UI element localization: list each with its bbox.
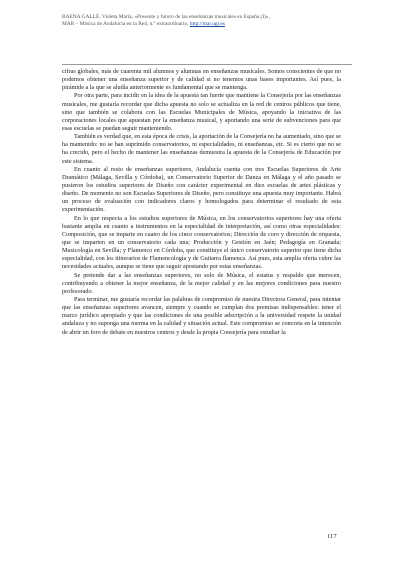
paragraph: También es verdad que, en esta época de crisis, la aportación de la Consejería no ha aumentado, sino que se ha mantenido: no se han suprimido conservatorios, ni especialidades, ni enseñanzas, etc. Si es cierto que no se ha crecido, pero el hecho de mantener las enseñanzas demuestra la apuesta de la Consejería de Educación por este sistema.: [62, 133, 341, 165]
paragraph: Por otra parte, para incidir en la idea de la apuesta tan fuerte que mantiene la Consejería por las enseñanzas musicales, me gustaría recordar que dicha apuesta no solo se actualiza en la red de centros públicos que tiene, sino que también se colabora con las Escuelas Municipales de Música, apoyando la iniciativa de las corporaciones locales que apuestan por la enseñanza musical, y aportando una serie de subvenciones para que esas escuelas se puedan seguir manteniendo.: [62, 92, 341, 132]
paragraph: En lo que respecta a los estudios superiores de Música, en los conservatorios superiores hay una oferta bastante amplia en cuanto a instrumentos en la especialidad de interpretación, así como otras especialidades: Composición, que se imparte en cuatro de los cinco conservatorios; Dirección de coro y dirección de orquesta, que se imparten en un conservatorio cada una; Producción y Gestión en Jaén; Pedagogía en Granada; Musicología en Sevilla; y Flamenco en Córdoba, que constituye el único conservatorio superior que tiene dicha especialidad, con los itinerarios de Flamencología y de Guitarra flamenca. Así pues, esta amplia oferta cubre las necesidades actuales, aunque se tiene que seguir apostando por estas enseñanzas.: [62, 214, 341, 271]
header-divider: [62, 64, 352, 65]
header-journal: MAR – Música de Andalucía en la Red, n.º extraordinario,: [62, 21, 189, 27]
paragraph: En cuanto al resto de enseñanzas superiores, Andalucía cuenta con tres Escuelas Superiores de Arte Dramático (Málaga, Sevilla y Córdoba), un Conservatorio Superior de Danza en Málaga y el año pasado se pusieron los estudios superiores de Diseño con carácter experimental en diez escuelas de artes plásticas y diseño. De momento no son Escuelas Superiores de Diseño, pero constituye una apuesta muy importante. Habrá un proceso de evaluación con indicadores claros y homologados para determinar el resultado de esta experimentación.: [62, 165, 341, 214]
running-header: [62, 14, 362, 28]
paragraph: Para terminar, me gustaría recordar las palabras de compromiso de nuestra Directora General, para intentar que las enseñanzas superiores avancen, siempre y cuando se cumplan dos premisas indispensables: tener el marco jurídico apropiado y que las condiciones de una posible adscripción a la universidad respete la unidad andaluza y no suponga una merma en la calidad y situación actual. Este compromiso se concreta en la intención de abrir un foro de debate en nuestros centros y desde la propia Consejería para estudiar la: [62, 295, 341, 336]
header-journal-line: [62, 21, 362, 28]
header-citation: BAENA GALLÉ, Violeta María, «Presente y futuro de las enseñanzas musicales en España (I)»,: [62, 14, 270, 20]
paragraph: cifras globales, más de cuarenta mil alumnos y alumnas en enseñanzas musicales. Somos conscientes de que no podemos obtener una enseñanza superior y de calidad si no tenemos unas bases importantes. Así pues, la pirámide a la que se aludía anteriormente es fundamental que se mantenga.: [62, 68, 341, 92]
article-body: [62, 68, 341, 337]
paragraph: Se pretende dar a las enseñanzas superiores, no solo de Música, el estatus y respaldo que merecen, contribuyendo a obtener la mejor enseñanza, de la mejor calidad y en las mejores condiciones para nuestro profesorado.: [62, 271, 341, 295]
page-number: 117: [327, 533, 337, 540]
header-url-link[interactable]: http://mar.ugr.es: [189, 21, 225, 27]
